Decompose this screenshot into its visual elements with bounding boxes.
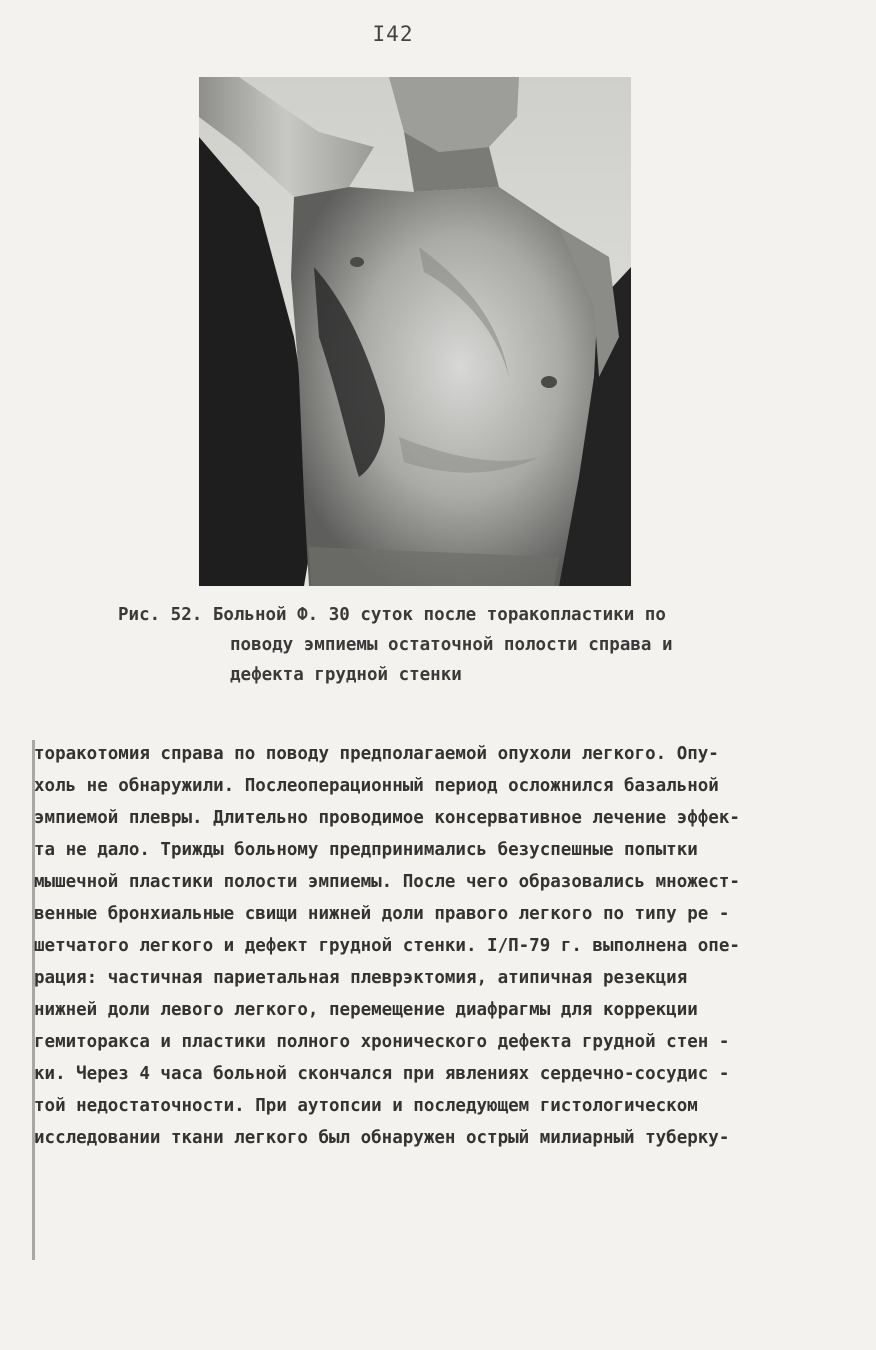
caption-line-3: дефекта грудной стенки: [230, 665, 462, 685]
body-line: шетчатого легкого и дефект грудной стенки. I/П-79 г. выполнена опе-: [34, 936, 740, 956]
body-line: мышечной пластики полости эмпиемы. После чего образовались множест-: [34, 872, 740, 892]
caption-line-1: Рис. 52. Больной Ф. 30 суток после торакопластики по: [118, 605, 666, 625]
body-line: та не дало. Трижды больному предпринимались безуспешные попытки: [34, 840, 698, 860]
medical-photo-icon: [199, 77, 631, 586]
body-line: рация: частичная париетальная плеврэктомия, атипичная резекция: [34, 968, 688, 988]
body-line: холь не обнаружили. Послеоперационный период осложнился базальной: [34, 776, 719, 796]
page-number: I42: [372, 22, 414, 46]
patient-chest-photo: [199, 77, 631, 586]
body-line: венные бронхиальные свищи нижней доли правого легкого по типу ре -: [34, 904, 730, 924]
body-line: торакотомия справа по поводу предполагаемой опухоли легкого. Опу-: [34, 744, 719, 764]
body-paragraph: [34, 738, 854, 1154]
caption-line-2: поводу эмпиемы остаточной полости справа и: [230, 635, 673, 655]
body-line: той недостаточности. При аутопсии и последующем гистологическом: [34, 1096, 698, 1116]
body-line: нижней доли левого легкого, перемещение диафрагмы для коррекции: [34, 1000, 698, 1020]
body-line: исследовании ткани легкого был обнаружен острый милиарный туберку-: [34, 1128, 730, 1148]
body-line: ки. Через 4 часа больной скончался при явлениях сердечно-сосудис -: [34, 1064, 730, 1084]
body-line: эмпиемой плевры. Длительно проводимое консервативное лечение эффек-: [34, 808, 740, 828]
figure-caption: [118, 600, 818, 690]
body-line: гемиторакса и пластики полного хронического дефекта грудной стен -: [34, 1032, 730, 1052]
